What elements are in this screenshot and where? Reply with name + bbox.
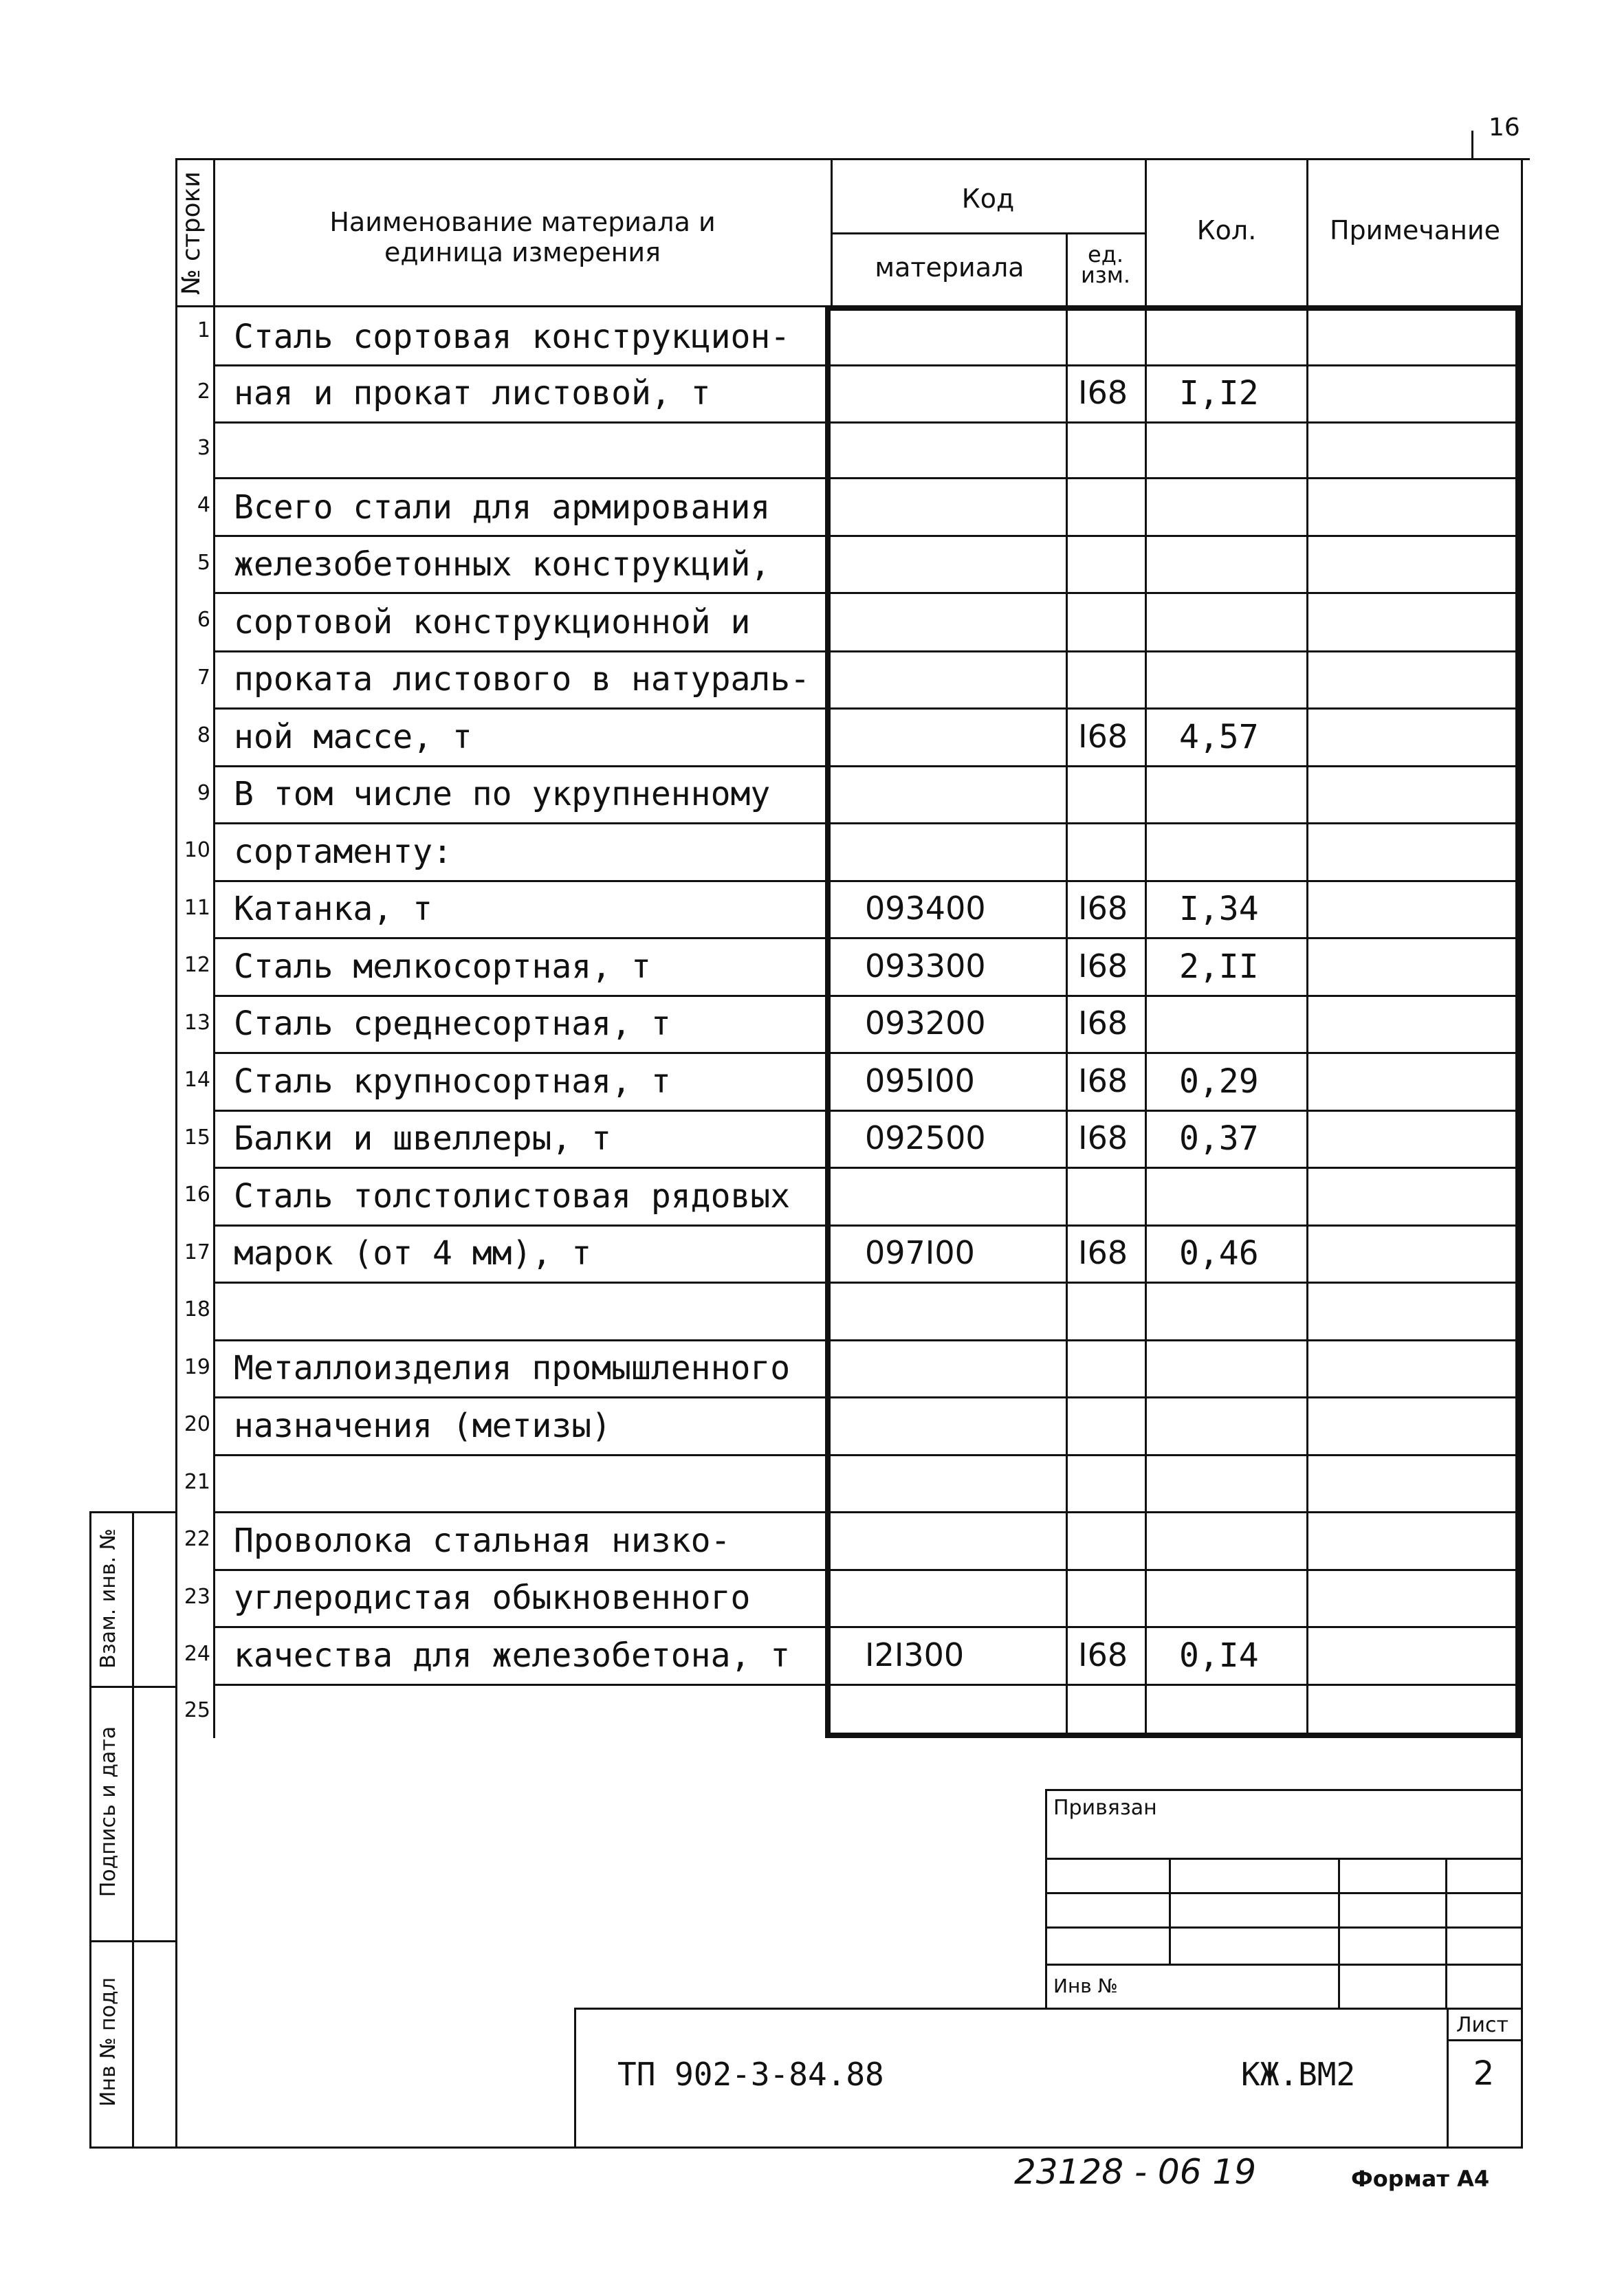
side-stamp-outer-left — [89, 1511, 91, 2146]
row-unit: I68 — [1078, 718, 1128, 755]
replaced-inv-label: Взам. инв. № — [96, 1528, 120, 1669]
side-stamp-top — [89, 1511, 175, 1513]
row-material-code: 093400 — [865, 890, 986, 927]
row-name: ная и прокат листовой, т — [234, 374, 711, 413]
row-material-code: 097I00 — [865, 1234, 975, 1271]
privyazan-left — [1045, 1789, 1047, 2008]
material-code-header: материала — [875, 252, 1024, 283]
title-block-bottom — [89, 2146, 1523, 2149]
main-stamp-left — [574, 2008, 576, 2146]
stamp-grid-vline — [1445, 1858, 1447, 2008]
row-material-code: I2I300 — [865, 1636, 965, 1673]
row-unit: I68 — [1078, 1004, 1128, 1042]
row-number: 13 — [184, 1011, 210, 1035]
note-header: Примечание — [1329, 215, 1501, 245]
row-line — [213, 1569, 1519, 1571]
row-quantity: I,I2 — [1179, 374, 1259, 413]
row-line — [213, 592, 1519, 594]
row-quantity: 2,II — [1179, 947, 1259, 986]
row-unit: I68 — [1078, 374, 1128, 411]
row-number: 9 — [197, 781, 210, 805]
stamp-grid-vline — [1169, 1858, 1171, 1964]
row-line — [213, 995, 1519, 997]
row-number: 5 — [197, 551, 210, 575]
row-unit: I68 — [1078, 1636, 1128, 1673]
rownum-column-divider — [213, 158, 215, 1738]
row-line — [213, 1167, 1519, 1169]
row-unit: I68 — [1078, 1119, 1128, 1156]
row-number: 6 — [197, 608, 210, 632]
row-name: В том числе по укрупненному — [234, 775, 771, 813]
row-line — [213, 1626, 1519, 1628]
row-unit: I68 — [1078, 890, 1128, 927]
name-header-line2: единица измерения — [384, 237, 661, 267]
row-name: сортаменту: — [234, 833, 452, 871]
row-material-code: 093200 — [865, 1004, 986, 1042]
row-number: 4 — [197, 493, 210, 517]
original-inv-label: Инв № подл — [96, 1977, 120, 2107]
row-line — [213, 707, 1519, 710]
row-material-code: 092500 — [865, 1119, 986, 1156]
row-number: 25 — [184, 1698, 210, 1722]
unit-header-line2: изм. — [1080, 262, 1131, 288]
quantity-header: Кол. — [1196, 215, 1257, 245]
data-block-top — [825, 305, 1521, 311]
row-name: марок (от 4 мм), т — [234, 1234, 592, 1273]
row-name: проката листового в натураль- — [234, 660, 811, 699]
row-name: Проволока стальная низко- — [234, 1522, 731, 1560]
row-name: Сталь сортовая конструкцион- — [234, 318, 791, 356]
row-name: качества для железобетона, т — [234, 1636, 791, 1675]
data-block-bottom — [825, 1733, 1521, 1738]
row-line — [213, 1396, 1519, 1398]
stamp-grid-line — [1045, 1964, 1521, 1966]
row-number: 23 — [184, 1585, 210, 1609]
row-line — [213, 765, 1519, 767]
row-line — [213, 1454, 1519, 1456]
row-number: 3 — [197, 436, 210, 460]
handwritten-number: 23128 - 06 19 — [1014, 2152, 1257, 2192]
row-number: 17 — [184, 1240, 210, 1264]
code-header: Код — [961, 184, 1015, 214]
row-line — [213, 1110, 1519, 1112]
row-number: 14 — [184, 1068, 210, 1092]
data-block-right — [1515, 305, 1521, 1738]
table-right-border — [1521, 158, 1523, 2146]
row-line — [213, 880, 1519, 882]
row-number: 21 — [184, 1470, 210, 1494]
row-name: Сталь крупносортная, т — [234, 1062, 671, 1101]
row-name: Металлоизделия промышленного — [234, 1349, 791, 1387]
row-line — [213, 1225, 1519, 1227]
row-line — [213, 535, 1519, 537]
row-name: Сталь среднесортная, т — [234, 1004, 671, 1043]
row-material-code: 093300 — [865, 947, 986, 985]
row-number: 8 — [197, 723, 210, 747]
code-subheader-line — [831, 232, 1145, 234]
row-quantity: 0,46 — [1179, 1234, 1259, 1273]
sheet-label: Лист — [1456, 2013, 1509, 2037]
page-corner-tick — [1471, 131, 1473, 158]
table-top-border — [175, 158, 1530, 160]
row-quantity: 0,29 — [1179, 1062, 1259, 1101]
row-quantity: I,34 — [1179, 890, 1259, 928]
row-line — [213, 477, 1519, 479]
row-line — [213, 1339, 1519, 1341]
row-number: 2 — [197, 380, 210, 404]
row-line — [213, 1282, 1519, 1284]
row-line — [213, 822, 1519, 824]
unit-qty-divider — [1145, 158, 1147, 1738]
row-quantity: 0,I4 — [1179, 1636, 1259, 1675]
row-name: сортовой конструкционной и — [234, 603, 751, 641]
stamp-grid-line — [1045, 1892, 1521, 1894]
row-number: 15 — [184, 1125, 210, 1150]
row-name: железобетонных конструкций, — [234, 545, 771, 584]
row-number: 24 — [184, 1642, 210, 1666]
privyazan-label: Привязан — [1053, 1796, 1157, 1820]
row-line — [213, 1511, 1519, 1513]
row-unit: I68 — [1078, 947, 1128, 985]
row-line — [213, 650, 1519, 652]
data-block-left — [825, 305, 831, 1738]
row-name: углеродистая обыкновенного — [234, 1579, 751, 1617]
row-name: Балки и швеллеры, т — [234, 1119, 612, 1158]
main-stamp-top — [574, 2008, 1521, 2010]
sheet-number: 2 — [1473, 2054, 1495, 2093]
row-number: 1 — [197, 318, 210, 342]
row-number: 22 — [184, 1527, 210, 1551]
row-number: 10 — [184, 838, 210, 862]
row-number: 7 — [197, 666, 210, 690]
row-number: 18 — [184, 1297, 210, 1321]
row-name: Сталь мелкосортная, т — [234, 947, 651, 986]
row-line — [213, 1052, 1519, 1054]
inv-number-label: Инв № — [1053, 1975, 1118, 1997]
row-unit: I68 — [1078, 1234, 1128, 1271]
page-corner-mark: 16 — [1489, 113, 1520, 142]
stamp-grid-line — [1045, 1858, 1521, 1860]
qty-note-divider — [1306, 158, 1308, 1738]
side-stamp-inner-divider — [132, 1511, 134, 2146]
row-name: назначения (метизы) — [234, 1407, 612, 1445]
row-line — [213, 1684, 1519, 1686]
row-number: 16 — [184, 1183, 210, 1207]
privyazan-top — [1045, 1789, 1521, 1791]
row-name: Катанка, т — [234, 890, 432, 928]
row-number: 12 — [184, 953, 210, 977]
unit-header-line1: ед. — [1088, 241, 1123, 267]
row-name: ной массе, т — [234, 718, 472, 756]
row-name: Сталь толстолистовая рядовых — [234, 1177, 791, 1216]
signature-date-label: Подпись и дата — [96, 1726, 120, 1898]
row-material-code: 095I00 — [865, 1062, 975, 1099]
stamp-grid-line — [1045, 1926, 1521, 1929]
document-code: ТП 902-3-84.88 — [617, 2056, 884, 2093]
format-label: Формат А4 — [1351, 2166, 1490, 2192]
row-number-header: № строки — [177, 171, 206, 295]
row-name: Всего стали для армирования — [234, 488, 771, 527]
row-unit: I68 — [1078, 1062, 1128, 1099]
row-number: 19 — [184, 1355, 210, 1379]
stamp-grid-vline — [1338, 1858, 1340, 2008]
row-line — [213, 421, 1519, 424]
row-number: 20 — [184, 1412, 210, 1436]
document-mark: КЖ.ВМ2 — [1241, 2056, 1356, 2093]
row-line — [213, 937, 1519, 939]
row-line — [213, 364, 1519, 366]
sheet-box-divider — [1447, 2039, 1521, 2041]
row-number: 11 — [184, 896, 210, 920]
row-quantity: 4,57 — [1179, 718, 1259, 756]
name-header-line1: Наименование материала и — [329, 207, 716, 237]
row-quantity: 0,37 — [1179, 1119, 1259, 1158]
